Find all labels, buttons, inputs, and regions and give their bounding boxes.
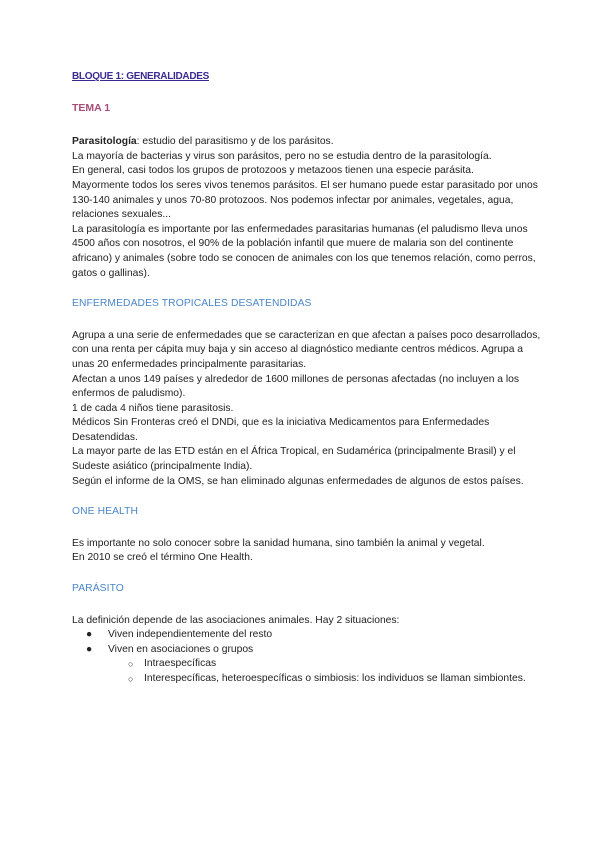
paragraph: En 2010 se creó el término One Health. bbox=[72, 552, 253, 564]
parasitologia-term: Parasitología bbox=[72, 136, 137, 148]
sub-list-item-text: Interespecíficas, heteroespecíficas o simbiosis: los individuos se llaman simbiontes. bbox=[144, 673, 526, 684]
bullet-icon: ● bbox=[86, 643, 93, 655]
paragraph: La mayoría de bacterias y virus son parásitos, pero no se estudia dentro de la parasitología. bbox=[72, 150, 492, 162]
paragraph: La mayor parte de las ETD están en el África Tropical, en Sudamérica (principalmente Brasil) y el Sudeste asiático (principalmente India). bbox=[72, 446, 516, 473]
parasito-section bbox=[72, 614, 542, 687]
parasito-intro: La definición depende de las asociaciones animales. Hay 2 situaciones: bbox=[72, 614, 400, 626]
sub-list-item-text: Intraespecíficas bbox=[144, 658, 217, 670]
paragraph: Mayormente todos los seres vivos tenemos parásitos. El ser humano puede estar parasitado por unos 130-140 animales y unos 70-80 protozoos. Nos podemos infectar por animales, vegetales, agua, relaciones sexuales... bbox=[72, 179, 538, 221]
paragraph: Según el informe de la OMS, se han eliminado algunas enfermedades de algunos de estos países. bbox=[72, 475, 524, 487]
topic-title: TEMA 1 bbox=[72, 101, 111, 114]
document-content bbox=[72, 70, 542, 687]
sub-bullet-list bbox=[72, 657, 542, 686]
block-title: BLOQUE 1: GENERALIDADES bbox=[72, 71, 210, 82]
paragraph: 1 de cada 4 niños tiene parasitosis. bbox=[72, 402, 234, 414]
parasitologia-definition bbox=[72, 135, 542, 150]
paragraph: Afectan a unos 149 países y alrededor de 1600 millones de personas afectadas (no incluyen a los enfermos de paludismo). bbox=[72, 373, 520, 400]
sub-list-item bbox=[72, 672, 542, 687]
one-health-section bbox=[72, 537, 542, 566]
list-item bbox=[72, 643, 542, 658]
paragraph: La parasitología es importante por las enfermedades parasitarias humanas (el paludismo lleva unos 4500 años con nosotros, el 90% de la población infantil que muere de malaria son del continente africano) y animales (sobre todo se conocen de animales con los que tenemos relación, como perros, gatos o gallinas). bbox=[72, 223, 536, 279]
parasitologia-definition-text: : estudio del parasitismo y de los parásitos. bbox=[136, 136, 334, 148]
paragraph: Agrupa a una serie de enfermedades que se caracterizan en que afectan a países poco desarrollados, con una renta per cápita muy baja y sin acceso al diagnóstico mediante centros médicos. Agrupa a unas 20 enfermedades principalmente parasitarias. bbox=[72, 329, 541, 370]
parasitologia-section bbox=[72, 135, 542, 281]
list-item-text: Viven independientemente del resto bbox=[108, 629, 273, 641]
bullet-list bbox=[72, 628, 542, 657]
paragraph: Médicos Sin Fronteras creó el DNDi, que es la iniciativa Medicamentos para Enfermedades Desatendidas. bbox=[72, 417, 490, 443]
list-item-text: Viven en asociaciones o grupos bbox=[108, 643, 254, 655]
one-health-heading: ONE HEALTH bbox=[72, 506, 139, 518]
parasito-heading: PARÁSITO bbox=[72, 583, 124, 595]
hollow-bullet-icon: ○ bbox=[128, 659, 134, 670]
paragraph: En general, casi todos los grupos de protozoos y metazoos tienen una especie parásita. bbox=[72, 165, 474, 177]
list-item bbox=[72, 628, 542, 643]
sub-list-item bbox=[72, 657, 542, 672]
etd-section bbox=[72, 329, 542, 490]
paragraph: Es importante no solo conocer sobre la sanidad humana, sino también la animal y vegetal. bbox=[72, 537, 485, 549]
bullet-icon: ● bbox=[86, 629, 93, 641]
etd-heading: ENFERMEDADES TROPICALES DESATENDIDAS bbox=[72, 298, 312, 310]
hollow-bullet-icon: ○ bbox=[128, 674, 134, 684]
